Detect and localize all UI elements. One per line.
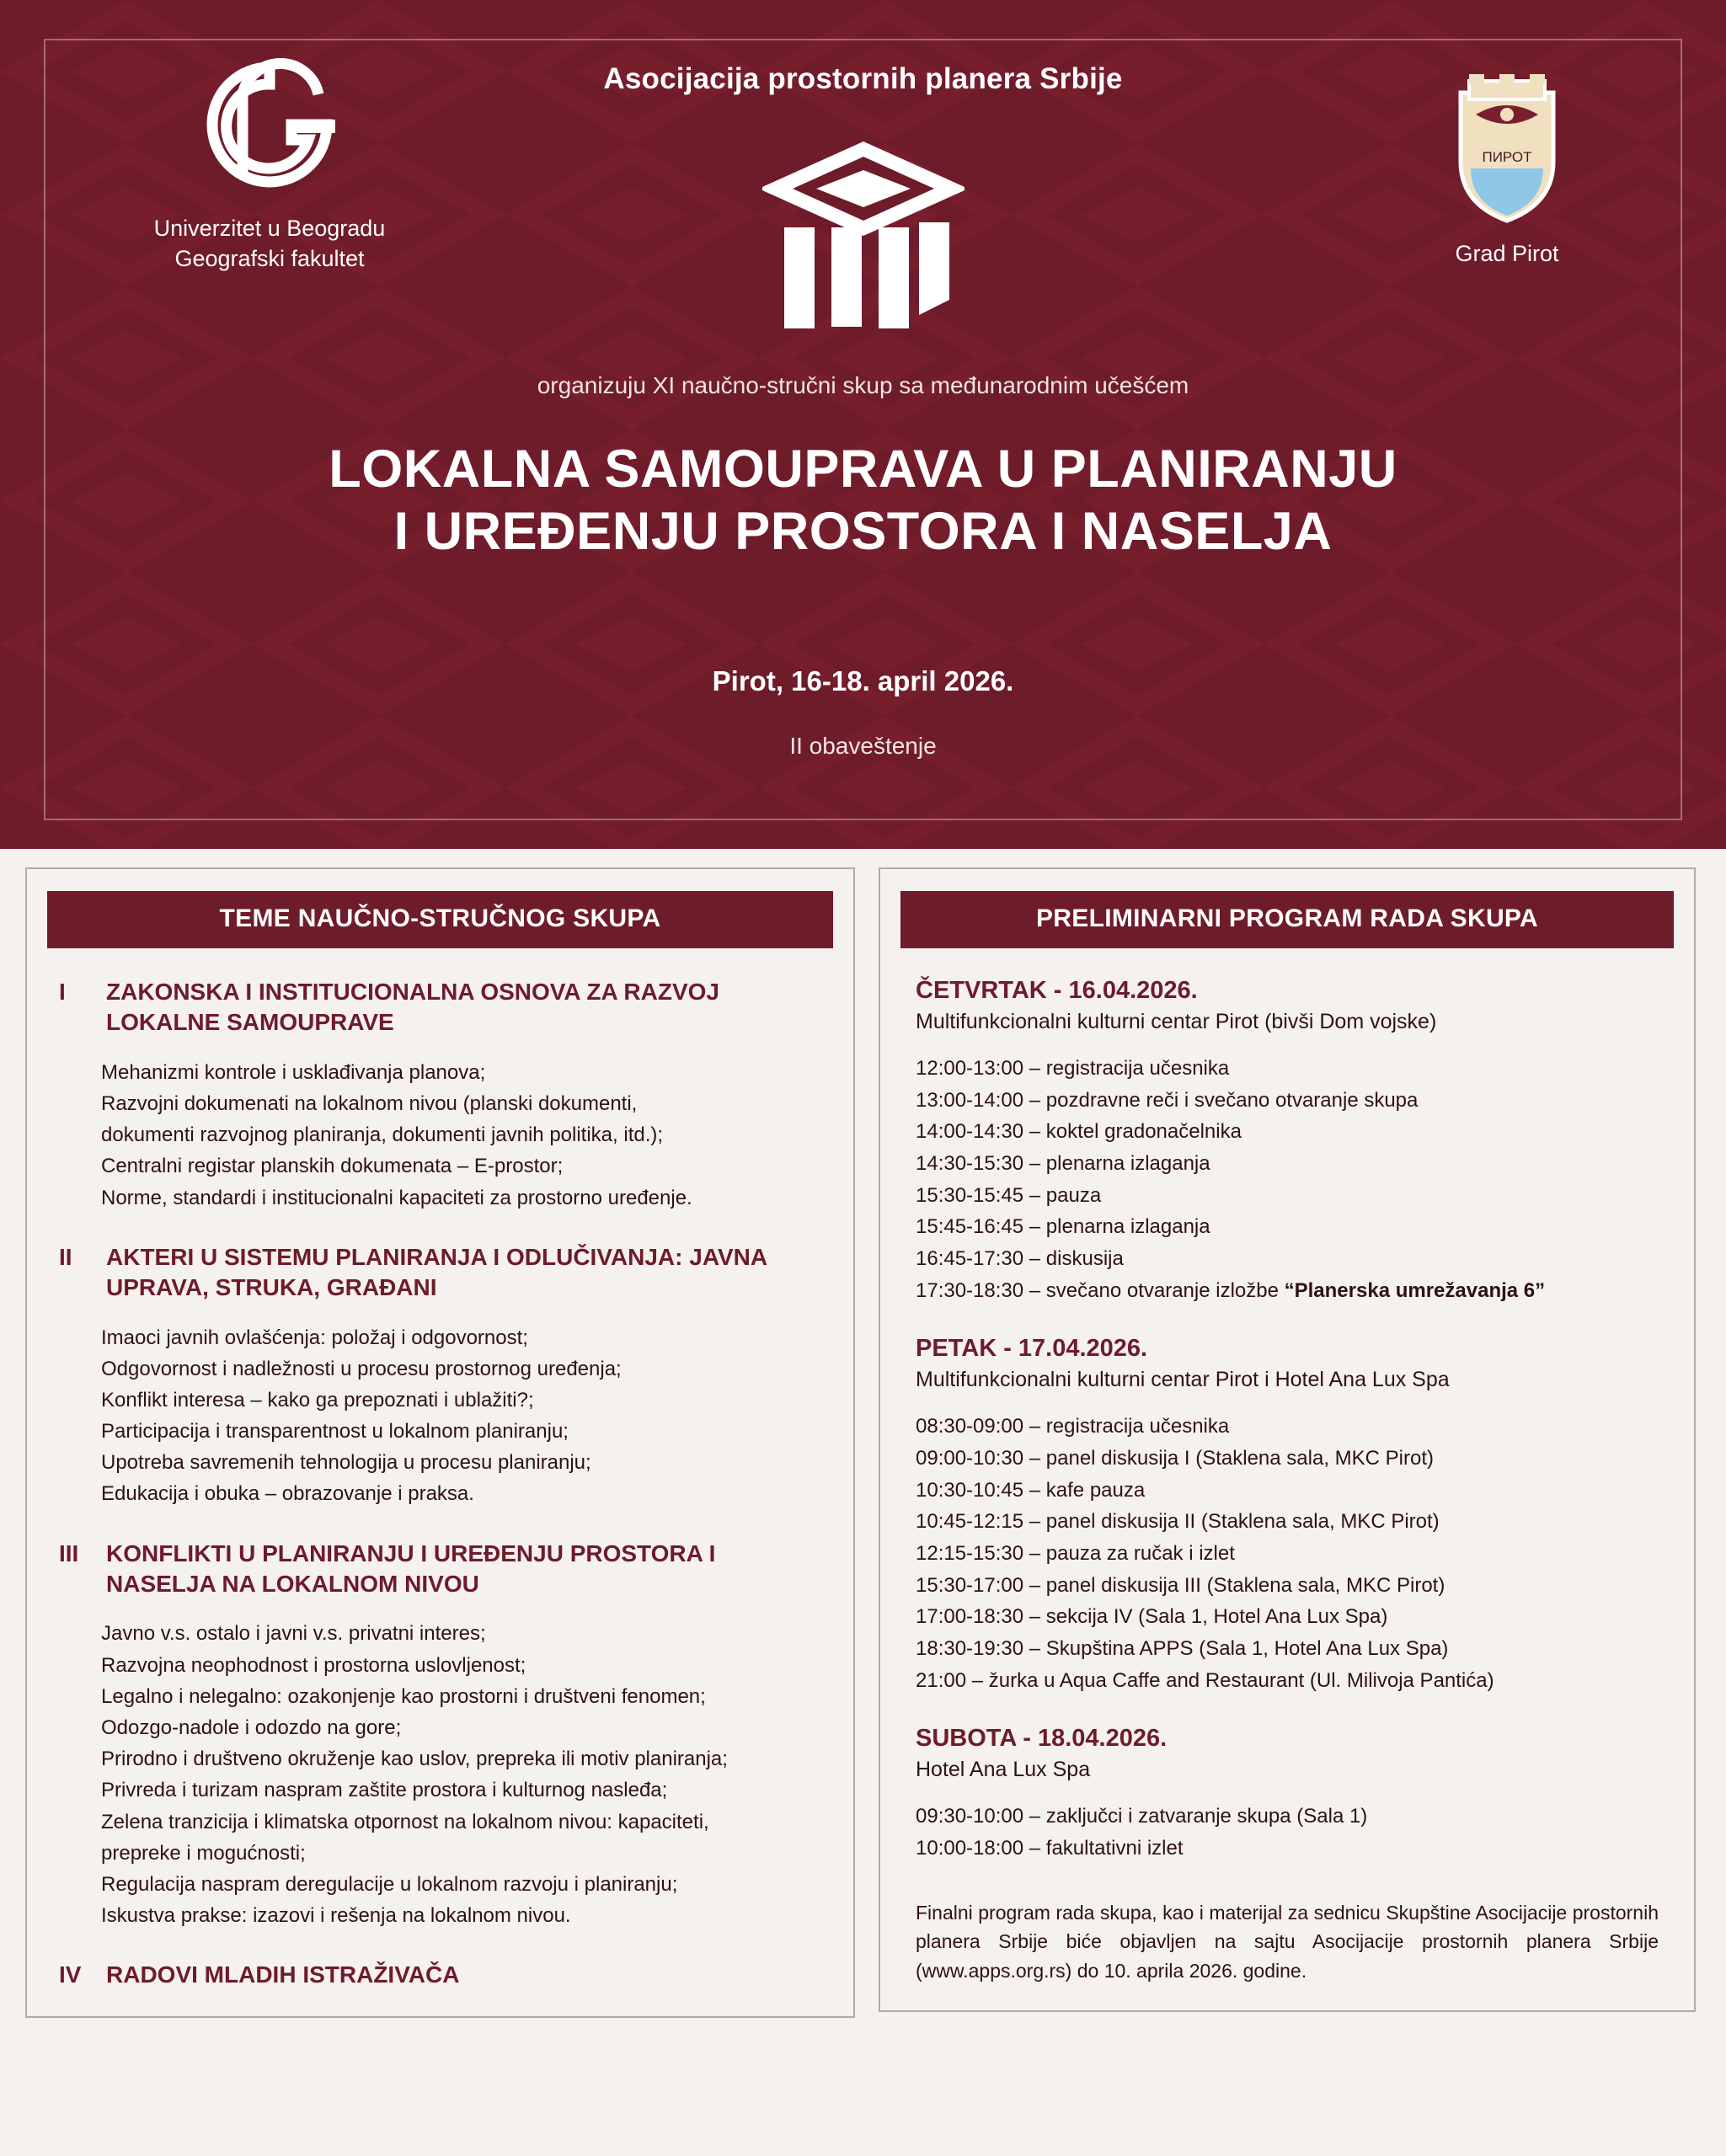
program-item: 17:00-18:30 – sekcija IV (Sala 1, Hotel Ana Lux Spa): [916, 1605, 1388, 1629]
theme-title: RADOVI MLADIH ISTRAŽIVAČA: [106, 1961, 460, 1988]
program-day-saturday: [900, 1725, 1674, 1864]
theme-title: AKTERI U SISTEMU PLANIRANJA I ODLUČIVANJA: JAVNA UPRAVA, STRUKA, GRAĐANI: [106, 1243, 767, 1301]
theme-item: Zelena tranzicija i klimatska otpornost na lokalnom nivou: kapaciteti,: [101, 1810, 709, 1833]
program-item: 09:30-10:00 – zaključci i zatvaranje skupa (Sala 1): [916, 1805, 1368, 1828]
theme-block-4: [47, 1960, 833, 1990]
program-item-exhibition: [916, 1275, 1662, 1307]
poster-header: [0, 0, 1726, 849]
program-item: 10:30-10:45 – kafe pauza: [916, 1478, 1146, 1502]
program-note: Finalni program rada skupa, kao i materijal za sednicu Skupštine Asocijacije prostornih planera Srbije biće objavljen na sajtu Asocijacije prostornih planera Srbije (www.apps.org.rs) do 10. aprila 2026. godine.: [916, 1901, 1659, 1982]
theme-item: Iskustva prakse: izazovi i rešenja na lokalnom nivou.: [101, 1904, 571, 1928]
organizer-title: Asocijacija prostornih planera Srbije: [603, 62, 1123, 95]
program-heading: PRELIMINARNI PROGRAM RADA SKUPA: [900, 891, 1674, 948]
program-day-friday: [900, 1335, 1674, 1696]
left-logo-caption-line1: Univerzitet u Beogradu: [153, 216, 386, 241]
theme-items: [101, 1322, 815, 1510]
theme-item: prepreke i mogućnosti;: [101, 1841, 306, 1865]
program-day-title: ČETVRTAK - 16.04.2026.: [916, 977, 1198, 1004]
themes-panel: [25, 867, 855, 2018]
program-day-title: SUBOTA - 18.04.2026.: [916, 1725, 1168, 1753]
theme-items: [101, 1618, 815, 1931]
theme-item: Edukacija i obuka – obrazovanje i praksa.: [101, 1482, 474, 1506]
theme-item: Odgovornost i nadležnosti u procesu prostornog uređenja;: [101, 1357, 622, 1380]
theme-item: Imaoci javnih ovlašćenja: položaj i odgovornost;: [101, 1326, 528, 1349]
left-logo-caption-line2: Geografski fakultet: [174, 245, 365, 271]
program-item: 15:30-15:45 – pauza: [916, 1183, 1102, 1207]
theme-item: Konflikt interesa – kako ga prepoznati i ublažiti?;: [101, 1388, 534, 1412]
event-date: Pirot, 16-18. april 2026.: [712, 665, 1014, 696]
program-item: 14:00-14:30 – koktel gradonačelnika: [916, 1120, 1242, 1144]
program-item: 16:45-17:30 – diskusija: [916, 1247, 1124, 1271]
program-item: 15:30-17:00 – panel diskusija III (Staklena sala, MKC Pirot): [916, 1573, 1445, 1597]
program-item: 10:00-18:00 – fakultativni izlet: [916, 1837, 1184, 1860]
theme-item: Mehanizmi kontrole i usklađivanja planova;: [101, 1060, 486, 1084]
program-day-title: PETAK - 17.04.2026.: [916, 1335, 1148, 1363]
theme-item: Centralni registar planskih dokumenata – E-prostor;: [101, 1155, 564, 1178]
geography-faculty-logo-icon: [101, 56, 438, 207]
program-item: 15:45-16:45 – plenarna izlaganja: [916, 1215, 1210, 1239]
theme-item: Odozgo-nadole i odozdo na gore;: [101, 1716, 402, 1739]
theme-item: Privreda i turizam naspram zaštite prostora i kulturnog nasleđa;: [101, 1779, 668, 1802]
content-area: [0, 849, 1726, 2040]
program-item: 13:00-14:00 – pozdravne reči i svečano otvaranje skupa: [916, 1088, 1419, 1112]
right-logo-block: [1381, 69, 1633, 267]
apps-cube-logo-icon: [754, 135, 973, 341]
program-item: 12:00-13:00 – registracija učesnika: [916, 1057, 1230, 1080]
crest-text: ПИРОТ: [1482, 149, 1532, 165]
theme-items: [101, 1057, 815, 1214]
program-item: 08:30-09:00 – registracija učesnika: [916, 1415, 1230, 1438]
program-panel: [879, 867, 1696, 2012]
theme-item: Razvojna neophodnost i prostorna uslovljenost;: [101, 1653, 526, 1677]
notice-label: II obaveštenje: [789, 733, 937, 759]
theme-title: ZAKONSKA I INSTITUCIONALNA OSNOVA ZA RAZVOJ LOKALNE SAMOUPRAVE: [106, 979, 719, 1036]
program-day-items: [916, 1053, 1662, 1306]
program-day-venue: Multifunkcionalni kulturni centar Pirot i Hotel Ana Lux Spa: [916, 1368, 1450, 1392]
program-day-items: [916, 1801, 1662, 1864]
theme-item: dokumenti razvojnog planiranja, dokumenti javnih politika, itd.);: [101, 1123, 664, 1147]
theme-item: Upotreba savremenih tehnologija u procesu planiranju;: [101, 1451, 591, 1475]
title-line-2: I UREĐENJU PROSTORA I NASELJA: [393, 502, 1333, 562]
theme-title: KONFLIKTI U PLANIRANJU I UREĐENJU PROSTORA I NASELJA NA LOKALNOM NIVOU: [106, 1540, 716, 1598]
theme-item: Javno v.s. ostalo i javni v.s. privatni interes;: [101, 1622, 486, 1646]
themes-heading: TEME NAUČNO-STRUČNOG SKUPA: [47, 891, 833, 948]
exhibition-title: “Planerska umrežavanja 6”: [1284, 1278, 1546, 1302]
right-logo-caption: Grad Pirot: [1455, 241, 1559, 266]
theme-item: Legalno i nelegalno: ozakonjenje kao prostorni i društveni fenomen;: [101, 1684, 706, 1708]
program-item: 12:15-15:30 – pauza za ručak i izlet: [916, 1542, 1235, 1566]
program-item: 18:30-19:30 – Skupština APPS (Sala 1, Hotel Ana Lux Spa): [916, 1637, 1449, 1661]
program-day-thursday: [900, 977, 1674, 1306]
theme-number: I: [59, 979, 66, 1005]
theme-number: II: [59, 1243, 72, 1270]
program-day-venue: Multifunkcionalni kulturni centar Pirot (bivši Dom vojske): [916, 1010, 1437, 1033]
program-item: 09:00-10:30 – panel diskusija I (Staklena sala, MKC Pirot): [916, 1447, 1434, 1470]
program-day-items: [916, 1411, 1662, 1696]
theme-number: III: [59, 1540, 79, 1566]
theme-block-2: [47, 1242, 833, 1510]
title-line-1: LOKALNA SAMOUPRAVA U PLANIRANJU: [329, 440, 1397, 499]
theme-item: Participacija i transparentnost u lokalnom planiranju;: [101, 1420, 569, 1444]
organize-line: organizuju XI naučno-stručni skup sa međunarodnim učešćem: [537, 372, 1189, 398]
pirot-coat-of-arms-icon: [1381, 69, 1633, 229]
theme-item: Prirodno i društveno okruženje kao uslov, prepreka ili motiv planiranja;: [101, 1748, 728, 1771]
theme-item: Regulacija naspram deregulacije u lokalnom razvoju i planiranju;: [101, 1872, 678, 1896]
theme-number: IV: [59, 1961, 82, 1988]
theme-block-1: [47, 977, 833, 1214]
theme-item: Norme, standardi i institucionalni kapaciteti za prostorno uređenje.: [101, 1186, 692, 1209]
program-item-text: 17:30-18:30 – svečano otvaranje izložbe: [916, 1278, 1285, 1302]
program-day-venue: Hotel Ana Lux Spa: [916, 1758, 1091, 1782]
program-item: 10:45-12:15 – panel diskusija II (Staklena sala, MKC Pirot): [916, 1510, 1440, 1534]
program-item: 14:30-15:30 – plenarna izlaganja: [916, 1152, 1210, 1176]
theme-item: Razvojni dokumenati na lokalnom nivou (planski dokumenti,: [101, 1091, 638, 1115]
theme-block-3: [47, 1539, 833, 1932]
page-title: [0, 438, 1726, 563]
program-item: 21:00 – žurka u Aqua Caffe and Restaurant (Ul. Milivoja Pantića): [916, 1668, 1494, 1692]
left-logo-block: [101, 56, 438, 274]
